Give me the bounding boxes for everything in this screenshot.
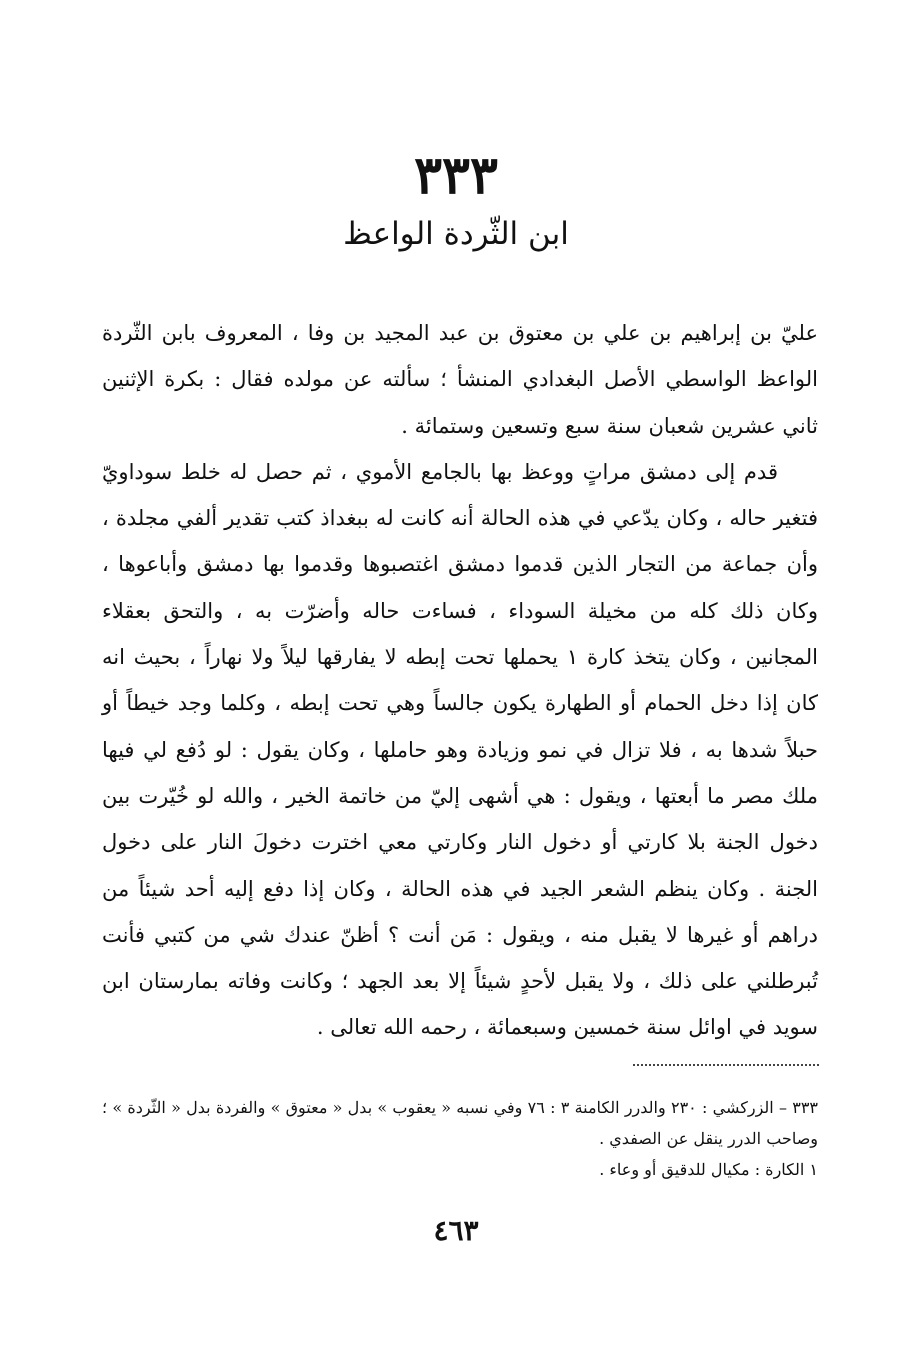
entry-number: ٣٣٣	[414, 145, 498, 206]
paragraph-biography: قدم إلى دمشق مراتٍ ووعظ بها بالجامع الأموي ، ثم حصل له خلط سوداويّ فتغير حاله ، وكان يدّعي في هذه الحالة أنه كانت له ببغداذ كتب تقدير ألفي مجلدة ، وأن جماعة من التجار الذين قدموا دمشق اغتصبوها وقدموا بها دمشق وأباعوها ، وكان ذلك كله من مخيلة السوداء ، فساءت حاله وأضرّت به ، والتحق بعقلاء المجانين ، وكان يتخذ كارة ١ يحملها تحت إبطه لا يفارقها ليلاً ولا نهاراً ، بحيث انه كان إذا دخل الحمام أو الطهارة يكون جالساً وهي تحت إبطه ، وكلما وجد خيطاً أو حبلاً شدها به ، فلا تزال في نمو وزيادة وهو حاملها ، وكان يقول : لو دُفع لي فيها ملك مصر ما أبعتها ، ويقول : هي أشهى إليّ من خاتمة الخير ، والله لو خُيّرت بين دخول الجنة بلا كارتي أو دخول النار وكارتي معي اخترت دخولَ النار على دخول الجنة . وكان ينظم الشعر الجيد في هذه الحالة ، وكان إذا دفع إليه أحد شيئاً من دراهم أو غيرها لا يقبل منه ، ويقول : مَن أنت ؟ أظنّ عندك شي من كتبي فأنت تُبرطلني على ذلك ، ولا يقبل لأحدٍ شيئاً إلا بعد الجهد ؛ وكانت وفاته بمارستان ابن سويد في اوائل سنة خمسين وسبعمائة ، رحمه الله تعالى .	[102, 459, 818, 1040]
footnote-divider	[633, 1064, 819, 1066]
footnote-1: ١ الكارة : مكيال للدقيق أو وعاء .	[599, 1160, 818, 1179]
paragraph-lineage: عليّ بن إبراهيم بن علي بن معتوق بن عبد المجيد بن وفا ، المعروف بابن الثّردة الواعظ الواسطي الأصل البغدادي المنشأ ؛ سألته عن مولده فقال : بكرة الإثنين ثاني عشرين شعبان سنة سبع وتسعين وستمائة .	[102, 321, 818, 438]
page-number: ٤٦٣	[433, 1214, 479, 1247]
footnote-source: ٣٣٣ – الزركشي : ٢٣٠ والدرر الكامنة ٣ : ٧٦ وفي نسبه « يعقوب » بدل « معتوق » والفردة بدل « الثّردة » ؛ وصاحب الدرر ينقل عن الصفدي .	[102, 1098, 819, 1148]
footnotes	[102, 1092, 818, 1185]
entry-body	[102, 310, 818, 1051]
entry-title: ابن الثّردة الواعظ	[343, 216, 569, 252]
